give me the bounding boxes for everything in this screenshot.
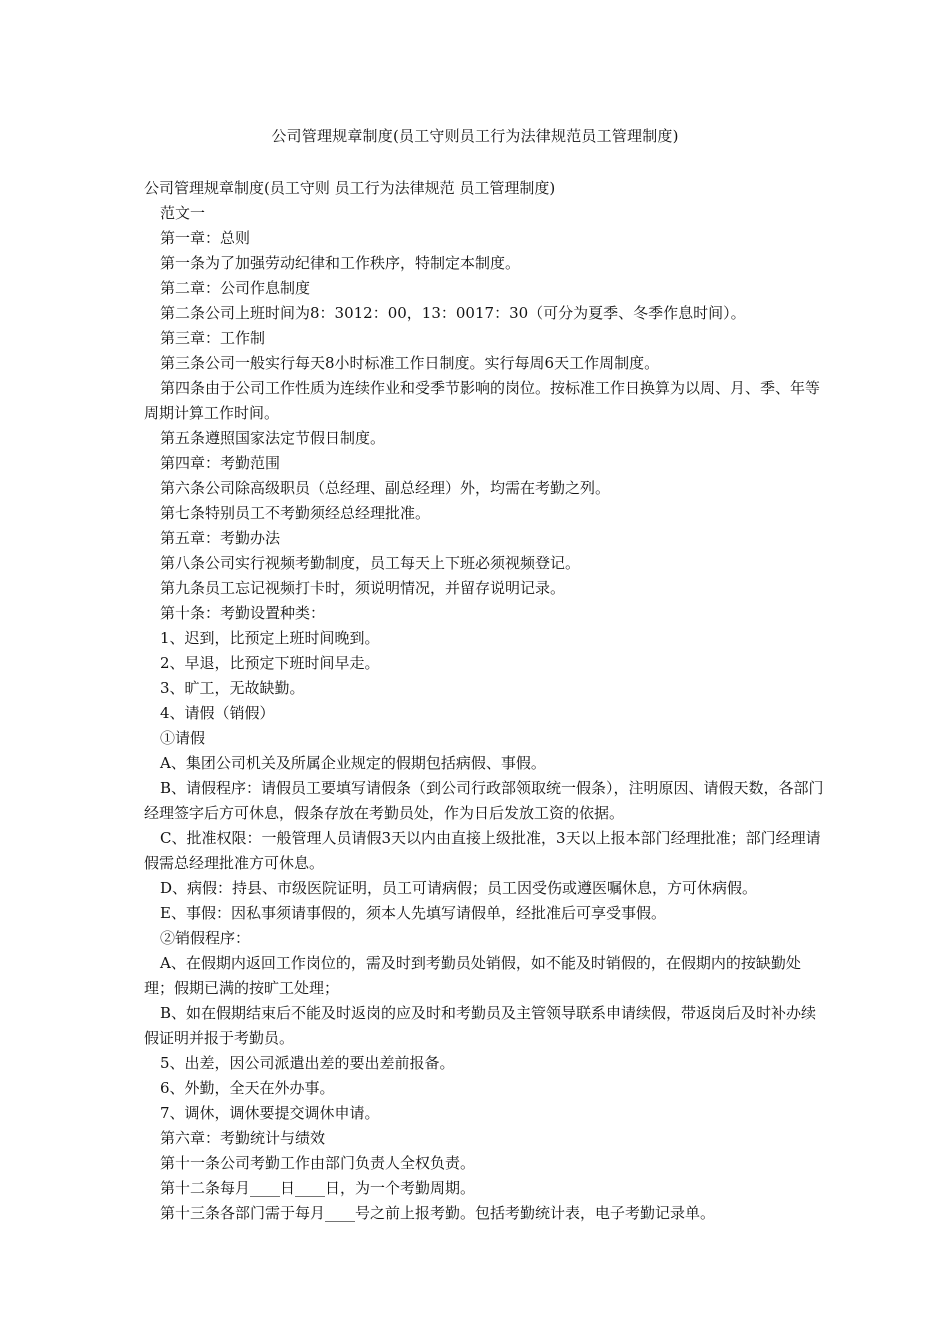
paragraph: 第一章：总则 <box>160 229 251 247</box>
paragraph: 第一条为了加强劳动纪律和工作秩序，特制定本制度。 <box>160 254 521 272</box>
paragraph: 第四条由于公司工作性质为连续作业和受季节影响的岗位。按标准工作日换算为以周、月、季、年等周期计算工作时间。 <box>144 379 821 422</box>
paragraph: 第十二条每月____日____日，为一个考勤周期。 <box>160 1179 476 1197</box>
paragraph: 第七条特别员工不考勤须经总经理批准。 <box>160 504 431 522</box>
paragraph: B、请假程序：请假员工要填写请假条（到公司行政部领取统一假条），注明原因、请假天数，各部门经理签字后方可休息，假条存放在考勤员处，作为日后发放工资的依据。 <box>144 779 824 822</box>
paragraph: 第十条：考勤设置种类： <box>160 604 326 622</box>
paragraph: 第六条公司除高级职员（总经理、副总经理）外，均需在考勤之列。 <box>160 479 611 497</box>
paragraph: 公司管理规章制度(员工守则 员工行为法律规范 员工管理制度) <box>144 179 556 197</box>
paragraph: A、集团公司机关及所属企业规定的假期包括病假、事假。 <box>160 754 546 772</box>
paragraph: 第五章：考勤办法 <box>160 529 281 547</box>
paragraph: 第六章：考勤统计与绩效 <box>160 1129 326 1147</box>
paragraph: 2、早退，比预定下班时间早走。 <box>160 654 380 672</box>
paragraph: D、病假：持县、市级医院证明，员工可请病假；员工因受伤或遵医嘱休息，方可休病假。 <box>160 879 758 897</box>
paragraph: B、如在假期结束后不能及时返岗的应及时和考勤员及主管领导联系申请续假，带返岗后及时补办续假证明并报于考勤员。 <box>144 1004 817 1047</box>
paragraph: 5、出差，因公司派遣出差的要出差前报备。 <box>160 1054 455 1072</box>
paragraph: 范文一 <box>160 204 206 222</box>
paragraph: 第二条公司上班时间为8：3012：00，13：0017：30（可分为夏季、冬季作息时间）。 <box>160 304 746 322</box>
paragraph: A、在假期内返回工作岗位的，需及时到考勤员处销假，如不能及时销假的，在假期内的按缺勤处理；假期已满的按旷工处理； <box>144 954 801 997</box>
paragraph: 第十三条各部门需于每月____号之前上报考勤。包括考勤统计表，电子考勤记录单。 <box>160 1204 716 1222</box>
document-body <box>144 176 824 1226</box>
paragraph: ②销假程序： <box>160 929 251 947</box>
paragraph: 第九条员工忘记视频打卡时，须说明情况，并留存说明记录。 <box>160 579 566 597</box>
paragraph: 6、外勤，全天在外办事。 <box>160 1079 335 1097</box>
paragraph: 第四章：考勤范围 <box>160 454 281 472</box>
paragraph: 第十一条公司考勤工作由部门负责人全权负责。 <box>160 1154 476 1172</box>
document-title: 公司管理规章制度(员工守则员工行为法律规范员工管理制度) <box>271 127 679 145</box>
paragraph: 第五条遵照国家法定节假日制度。 <box>160 429 386 447</box>
paragraph: 第二章：公司作息制度 <box>160 279 311 297</box>
paragraph: 第八条公司实行视频考勤制度，员工每天上下班必须视频登记。 <box>160 554 581 572</box>
paragraph: 第三章：工作制 <box>160 329 266 347</box>
paragraph: C、批准权限：一般管理人员请假3天以内由直接上级批准，3天以上报本部门经理批准；部门经理请假需总经理批准方可休息。 <box>144 829 821 872</box>
paragraph: 第三条公司一般实行每天8小时标准工作日制度。实行每周6天工作周制度。 <box>160 354 660 372</box>
paragraph: 4、请假（销假） <box>160 704 275 722</box>
paragraph: 1、迟到，比预定上班时间晚到。 <box>160 629 380 647</box>
paragraph: E、事假：因私事须请事假的，须本人先填写请假单，经批准后可享受事假。 <box>160 904 666 922</box>
paragraph: ①请假 <box>160 729 206 747</box>
paragraph: 3、旷工，无故缺勤。 <box>160 679 305 697</box>
paragraph: 7、调休，调休要提交调休申请。 <box>160 1104 380 1122</box>
